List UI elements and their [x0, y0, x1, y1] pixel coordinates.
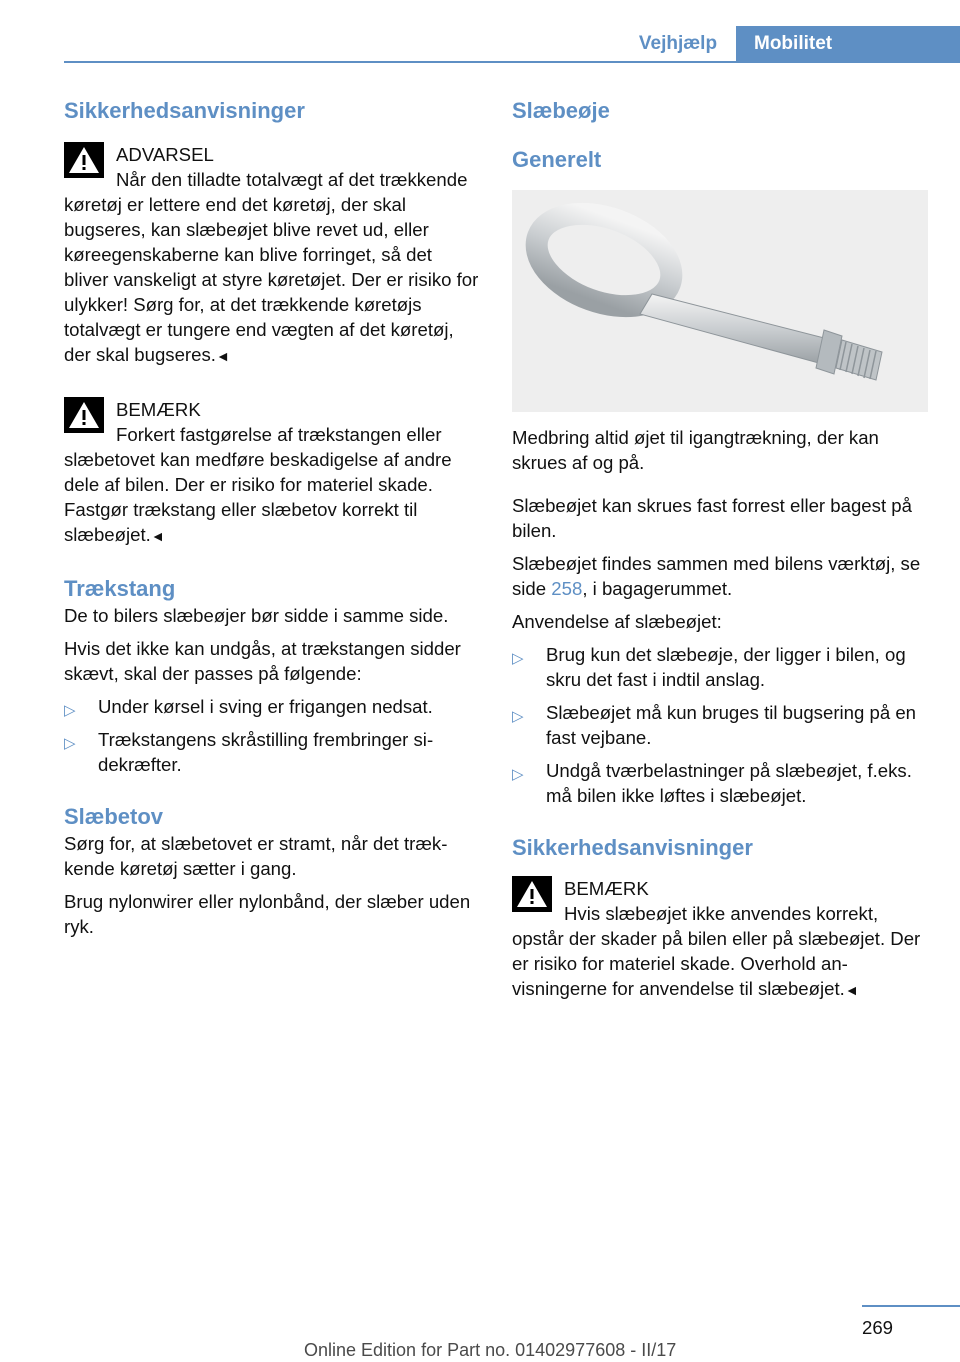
notice-heading: BEMÆRK: [116, 399, 201, 420]
list-item-text: Slæbeøjet må kun bruges til bugsering på en fast vejbane.: [546, 702, 917, 748]
tow-bar-title: Trækstang: [64, 576, 176, 601]
end-mark: ◄: [844, 982, 859, 998]
warning-triangle-icon: [64, 397, 104, 433]
page-number-rule: [862, 1305, 960, 1307]
warning-block: [64, 138, 480, 369]
triangle-bullet-icon: ▷: [512, 708, 524, 725]
header-rule: [64, 61, 960, 63]
list-item: [512, 700, 930, 750]
triangle-bullet-icon: ▷: [512, 766, 524, 783]
general-paragraph: Medbring altid øjet til igangtrækning, der kan skrues af og på.: [512, 427, 879, 473]
warning-heading: ADVARSEL: [116, 144, 214, 165]
tow-bar-paragraph: Hvis det ikke kan undgås, at trækstangen sidder skævt, skal der passes på følgende:: [64, 638, 461, 684]
warning-text: Når den tilladte totalvægt af det trækkende køretøj er lettere end det køretøj, der skal bugseres, kan slæbeøjet blive revet ud, eller køreegenskaberne kan blive forringet, så det bliver vanskeligt at styre køretøjet. Der er risiko for ulykker! Sørg for, at det trækkende køretøjs totalvægt er tungere end vægten af det køretøj, der skal bugseres.: [64, 169, 479, 365]
list-item: [512, 642, 930, 692]
list-item: [64, 727, 480, 777]
right-column: [512, 96, 930, 1003]
general-paragraph: Slæbeøjet kan skrues fast forrest eller bagest på bilen.: [512, 495, 912, 541]
tow-rope-title: Slæbetov: [64, 804, 164, 829]
general-paragraph: [512, 551, 930, 601]
warning-triangle-icon: [512, 876, 552, 912]
notice-block: [512, 872, 930, 1003]
tow-eye-image: [512, 190, 928, 412]
paragraph-text: Slæbeøjet findes sammen med bilens værktøj, se side: [512, 553, 921, 599]
warning-triangle-icon: [64, 142, 104, 178]
list-item-text: Undgå tværbelastninger på slæbeøjet, f.eks. må bilen ikke løftes i slæbeøjet.: [546, 760, 912, 806]
notice-text: Forkert fastgørelse af trækstangen eller slæbetovet kan medføre beskadigelse af andre dele af bilen. Der er risiko for materiel skade. Fastgør trækstang eller slæbetov korrekt til slæbeøjet.: [64, 424, 452, 545]
safety-title: Sikkerhedsanvisninger: [512, 835, 753, 860]
tow-eye-title: Slæbeøje: [512, 98, 610, 123]
notice-heading: BEMÆRK: [564, 878, 649, 899]
triangle-bullet-icon: ▷: [64, 735, 76, 752]
tow-rope-paragraph: Brug nylonwirer eller nylonbånd, der slæber uden ryk.: [64, 891, 471, 937]
list-item-text: Brug kun det slæbeøje, der ligger i bilen, og skru det fast i indtil anslag.: [546, 644, 906, 690]
triangle-bullet-icon: ▷: [64, 702, 76, 719]
list-item: [512, 758, 930, 808]
list-item-text: Under kørsel i sving er frigangen nedsat.: [98, 696, 433, 717]
end-mark: ◄: [150, 528, 165, 544]
notice-text: Hvis slæbeøjet ikke anvendes korrekt, opstår der skader på bilen eller på slæbeøjet. Der er risiko for materiel skade. Overhold anvisningerne for anvendelse til slæbeøjet.: [512, 903, 921, 999]
tow-bar-paragraph: De to bilers slæbeøjer bør sidde i samme side.: [64, 605, 449, 626]
notice-block: [64, 393, 480, 549]
triangle-bullet-icon: ▷: [512, 650, 524, 667]
tab-mobilitet[interactable]: Mobilitet: [736, 26, 960, 63]
general-paragraph: Anvendelse af slæbeøjet:: [512, 611, 722, 632]
page-link[interactable]: 258: [551, 578, 583, 599]
list-item-text: Trækstangens skråstilling frembringer sidekræfter.: [98, 729, 434, 775]
usage-list: [512, 642, 930, 808]
page-number: 269: [862, 1317, 894, 1338]
edition-footer: Online Edition for Part no. 01402977608 - II/17: [304, 1340, 677, 1360]
paragraph-text: , i bagagerummet.: [582, 578, 733, 599]
tow-bar-list: [64, 694, 480, 777]
left-column: [64, 96, 480, 939]
general-title: Generelt: [512, 147, 602, 172]
tow-eye-illustration: [512, 190, 928, 412]
tow-rope-paragraph: Sørg for, at slæbetovet er stramt, når det trækkende køretøj sætter i gang.: [64, 833, 448, 879]
end-mark: ◄: [215, 348, 230, 364]
list-item: [64, 694, 480, 719]
safety-title: Sikkerhedsanvisninger: [64, 98, 305, 123]
tab-vejhjaelp[interactable]: Vejhjælp: [638, 33, 718, 54]
